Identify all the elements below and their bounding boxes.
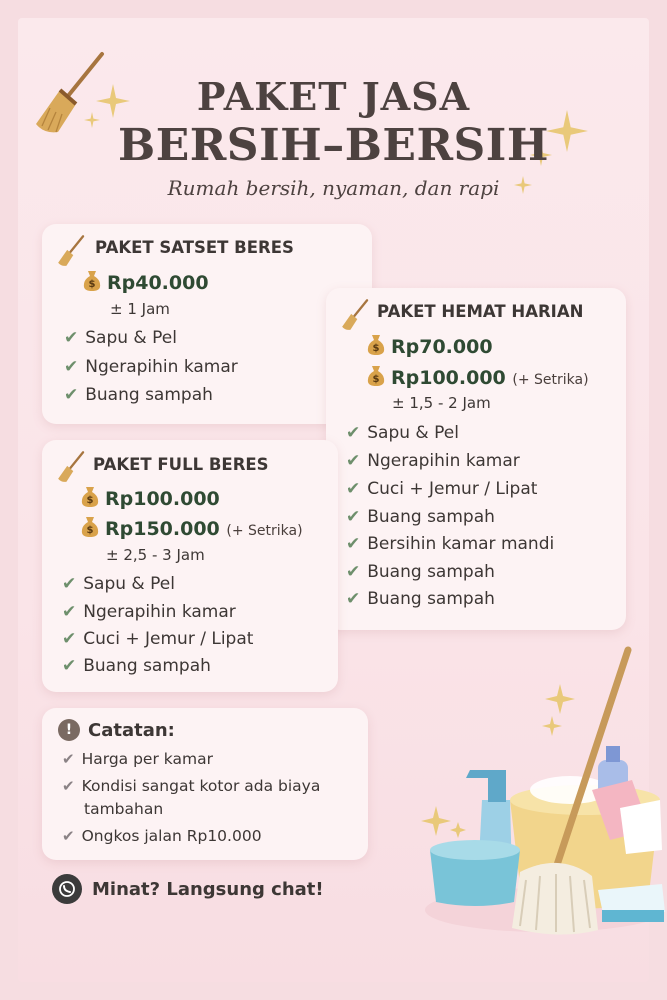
duration: ± 1,5 - 2 Jam xyxy=(392,394,491,412)
price-amount: Rp150.000 xyxy=(105,518,220,540)
money-bag-icon xyxy=(80,486,100,508)
package-name: PAKET HEMAT HARIAN xyxy=(377,302,584,321)
list-item xyxy=(64,357,238,377)
check-icon: ✔ xyxy=(64,328,79,348)
notes-card xyxy=(42,708,368,860)
note-item xyxy=(62,750,213,768)
list-item xyxy=(346,562,495,582)
list-item xyxy=(346,423,459,443)
list-item xyxy=(64,328,177,348)
list-item xyxy=(346,534,554,554)
notes-header xyxy=(58,719,175,741)
chat-cta-label: Minat? Langsung chat! xyxy=(92,878,324,900)
note-item xyxy=(62,827,262,845)
price xyxy=(80,516,303,540)
check-icon: ✔ xyxy=(62,602,77,622)
item-label: Buang sampah xyxy=(367,507,495,527)
cleaning-supplies-illustration xyxy=(370,640,667,940)
svg-text:$: $ xyxy=(372,343,380,354)
package-card-hemat-harian xyxy=(326,288,626,630)
item-label: Ngerapihin kamar xyxy=(367,451,520,471)
item-label: Buang sampah xyxy=(85,385,213,405)
svg-text:$: $ xyxy=(86,525,94,536)
item-label: Buang sampah xyxy=(367,589,495,609)
money-bag-icon xyxy=(80,516,100,538)
item-label: Buang sampah xyxy=(83,656,211,676)
item-label: Sapu & Pel xyxy=(367,423,459,443)
broom-icon xyxy=(338,298,372,332)
note-label: Harga per kamar xyxy=(81,750,213,768)
package-name: PAKET FULL BERES xyxy=(93,455,269,474)
list-item xyxy=(62,574,175,594)
item-label: Buang sampah xyxy=(367,562,495,582)
list-item xyxy=(346,479,537,499)
price-extra: (+ Setrika) xyxy=(226,523,303,539)
money-bag-icon xyxy=(366,334,386,356)
price-amount: Rp100.000 xyxy=(105,488,220,510)
list-item xyxy=(64,385,213,405)
whatsapp-icon xyxy=(52,874,82,904)
price-amount: Rp70.000 xyxy=(391,336,493,358)
title-line-1: PAKET JASA xyxy=(196,74,471,119)
duration: ± 2,5 - 3 Jam xyxy=(106,546,205,564)
list-item xyxy=(62,602,236,622)
item-label: Ngerapihin kamar xyxy=(83,602,236,622)
list-item xyxy=(346,507,495,527)
money-bag-icon xyxy=(366,365,386,387)
check-icon: ✔ xyxy=(346,423,361,443)
money-bag-icon xyxy=(82,270,102,292)
list-item xyxy=(62,656,211,676)
check-icon: ✔ xyxy=(62,777,75,795)
note-label: tambahan xyxy=(84,800,164,818)
svg-text:$: $ xyxy=(372,374,380,385)
item-label: Bersihin kamar mandi xyxy=(367,534,555,554)
check-icon: ✔ xyxy=(62,750,75,768)
price xyxy=(82,270,209,294)
chat-cta[interactable] xyxy=(52,874,324,904)
title-line-2: BERSIH–BERSIH xyxy=(118,120,549,171)
notes-title: Catatan: xyxy=(88,719,175,741)
broom-icon xyxy=(54,234,88,268)
check-icon: ✔ xyxy=(346,507,361,527)
price-extra: (+ Setrika) xyxy=(512,372,589,388)
list-item xyxy=(346,451,520,471)
broom-icon xyxy=(54,450,88,484)
svg-text:$: $ xyxy=(86,495,94,506)
item-label: Sapu & Pel xyxy=(85,328,177,348)
note-label: Kondisi sangat kotor ada biaya xyxy=(81,777,321,795)
check-icon: ✔ xyxy=(346,589,361,609)
check-icon: ✔ xyxy=(64,357,79,377)
duration: ± 1 Jam xyxy=(110,300,170,318)
package-card-satset xyxy=(42,224,372,424)
price xyxy=(80,486,220,510)
item-label: Cuci + Jemur / Lipat xyxy=(367,479,538,499)
check-icon: ✔ xyxy=(346,451,361,471)
note-label: Ongkos jalan Rp10.000 xyxy=(81,827,262,845)
check-icon: ✔ xyxy=(346,479,361,499)
package-card-full-beres xyxy=(42,440,338,692)
check-icon: ✔ xyxy=(346,534,361,554)
check-icon: ✔ xyxy=(64,385,79,405)
svg-text:$: $ xyxy=(88,279,96,290)
subtitle: Rumah bersih, nyaman, dan rapi xyxy=(167,176,500,200)
price xyxy=(366,334,493,358)
check-icon: ✔ xyxy=(62,656,77,676)
price xyxy=(366,365,589,389)
check-icon: ✔ xyxy=(62,827,75,845)
note-item xyxy=(62,777,320,795)
package-name: PAKET SATSET BERES xyxy=(95,238,294,257)
note-item-continued xyxy=(84,800,163,818)
check-icon: ✔ xyxy=(346,562,361,582)
price-amount: Rp100.000 xyxy=(391,367,506,389)
item-label: Cuci + Jemur / Lipat xyxy=(83,629,254,649)
list-item xyxy=(346,589,495,609)
check-icon: ✔ xyxy=(62,574,77,594)
item-label: Sapu & Pel xyxy=(83,574,175,594)
item-label: Ngerapihin kamar xyxy=(85,357,238,377)
list-item xyxy=(62,629,253,649)
info-icon: ! xyxy=(58,719,80,741)
check-icon: ✔ xyxy=(62,629,77,649)
price-amount: Rp40.000 xyxy=(107,272,209,294)
